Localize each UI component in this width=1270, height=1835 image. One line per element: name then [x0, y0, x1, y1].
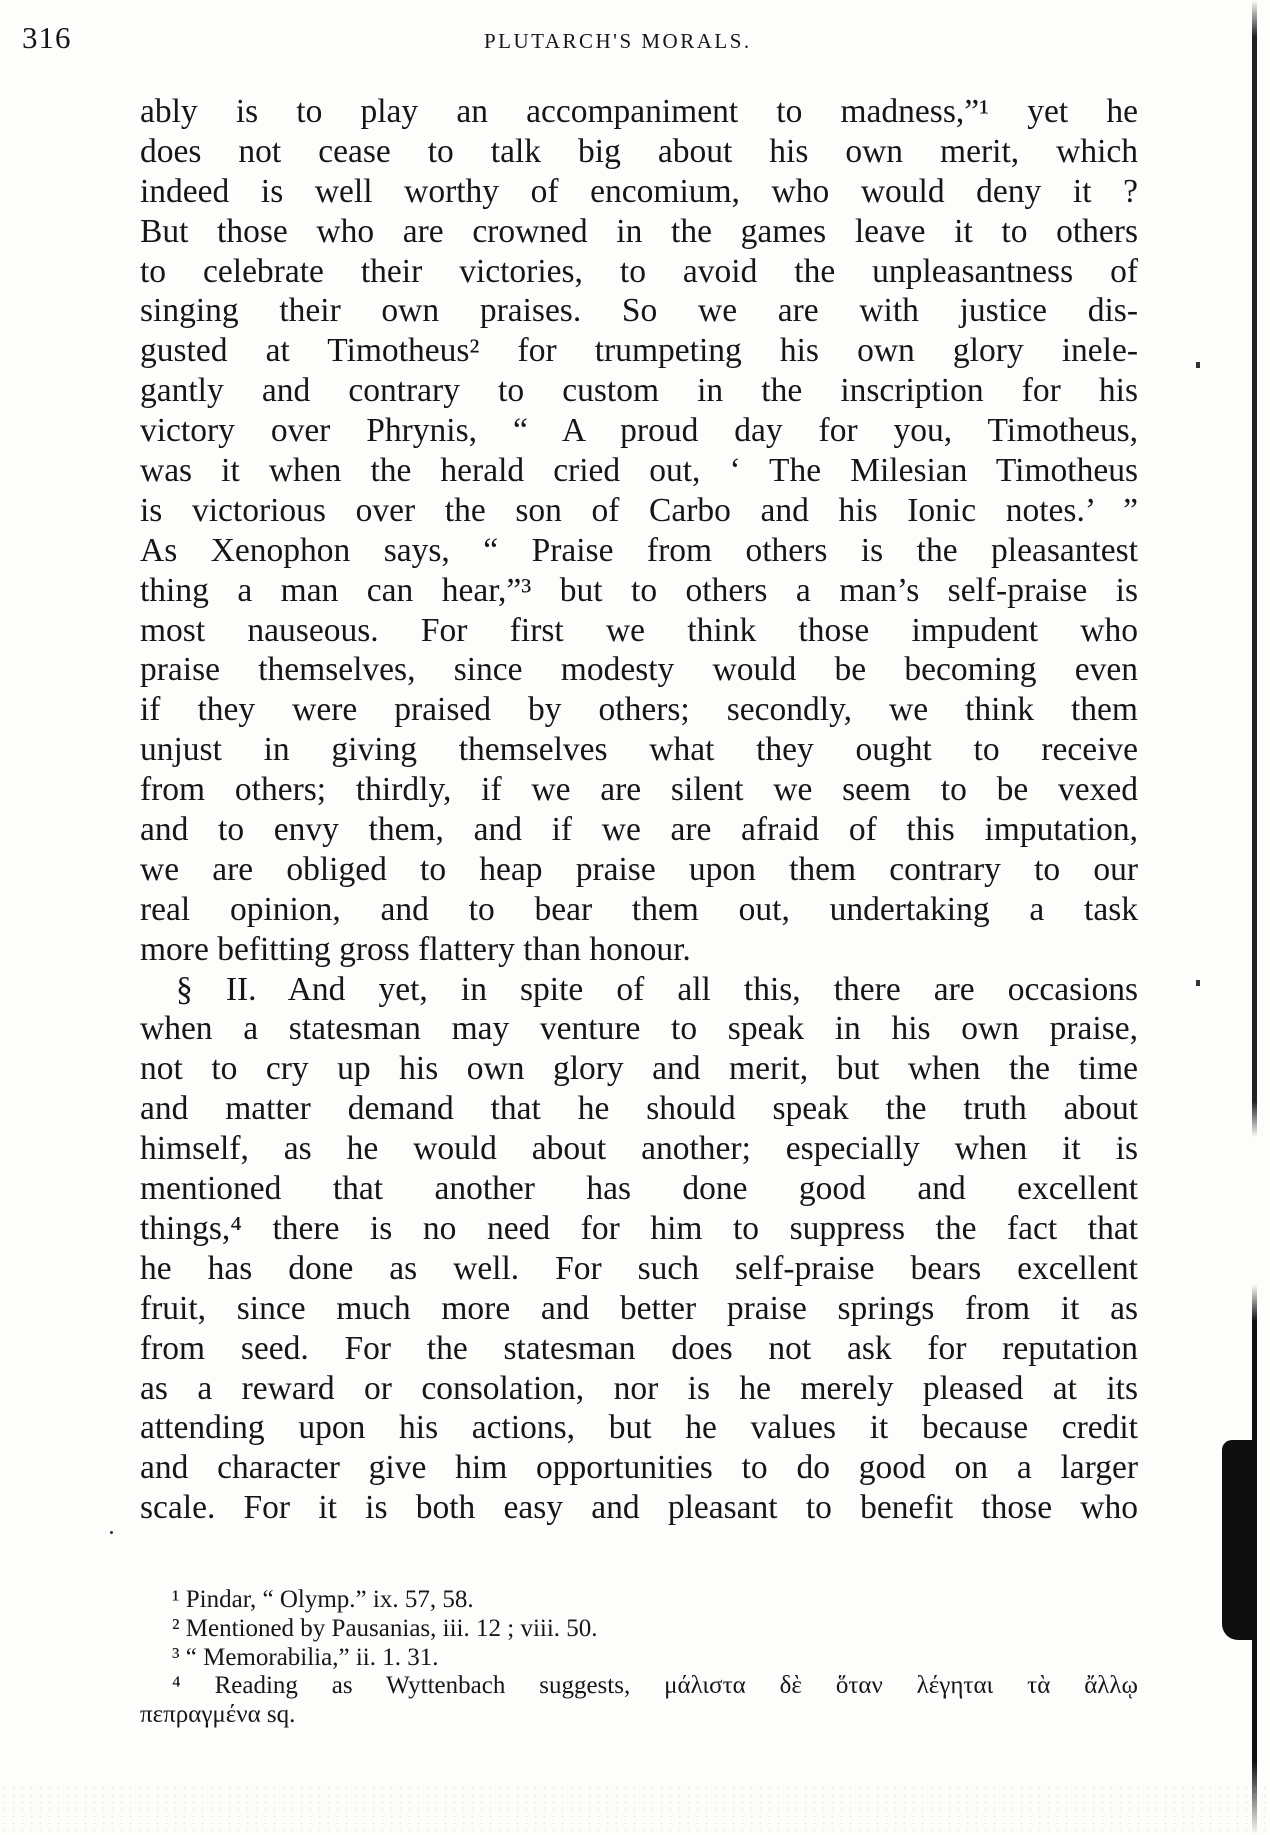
text-line: ably is to play an accompaniment to madness,”¹ yet he	[140, 93, 1138, 130]
text-line: most nauseous. For first we think those impudent who	[140, 611, 1138, 649]
text-line: we are obliged to heap praise upon them contrary to our	[140, 850, 1138, 888]
text-line: if they were praised by others; secondly, we think them	[140, 691, 1138, 729]
text-line: when a statesman may venture to speak in his own praise,	[140, 1010, 1138, 1048]
text-line: praise themselves, since modesty would be becoming even	[140, 651, 1138, 689]
scan-noise	[0, 1785, 1270, 1835]
text-line: attending upon his actions, but he values it because credit	[140, 1409, 1138, 1447]
text-line: was it when the herald cried out, ‘ The Milesian Timotheus	[140, 452, 1138, 490]
margin-mark	[110, 1531, 113, 1534]
text-line: thing a man can hear,”³ but to others a man’s self-praise is	[140, 571, 1138, 609]
footnote-2: ² Mentioned by Pausanias, iii. 12 ; viii. 50.	[172, 1614, 598, 1642]
text-line: indeed is well worthy of encomium, who would deny it ?	[140, 172, 1138, 210]
text-line: gusted at Timotheus² for trumpeting his own glory inele-	[140, 332, 1138, 370]
text-line: fruit, since much more and better praise springs from it as	[140, 1289, 1138, 1327]
text-line: gantly and contrary to custom in the inscription for his	[140, 372, 1138, 410]
text-line: and to envy them, and if we are afraid of this imputation,	[140, 811, 1138, 849]
footnote-1: ¹ Pindar, “ Olymp.” ix. 57, 58.	[172, 1586, 474, 1613]
binding-shadow	[1222, 1440, 1256, 1640]
text-line: he has done as well. For such self-praise bears excellent	[140, 1249, 1138, 1287]
text-line: But those who are crowned in the games leave it to others	[140, 212, 1138, 250]
text-line: real opinion, and to bear them out, undertaking a task	[140, 890, 1138, 928]
text-line: to celebrate their victories, to avoid the unpleasantness of	[140, 252, 1138, 290]
text-line: As Xenophon says, “ Praise from others is the pleasantest	[140, 531, 1138, 569]
body-text	[140, 92, 1138, 1528]
text-line: things,⁴ there is no need for him to suppress the fact that	[140, 1209, 1138, 1247]
text-line: mentioned that another has done good and excellent	[140, 1170, 1138, 1208]
text-line: and matter demand that he should speak the truth about	[140, 1090, 1138, 1128]
footnote-3: ³ “ Memorabilia,” ii. 1. 31.	[172, 1643, 439, 1671]
text-line: victory over Phrynis, “ A proud day for you, Timotheus,	[140, 412, 1138, 450]
text-line: more befitting gross flattery than honour.	[140, 930, 691, 968]
text-line: unjust in giving themselves what they ought to receive	[140, 731, 1138, 769]
text-line: himself, as he would about another; especially when it is	[140, 1130, 1138, 1168]
text-line: not to cry up his own glory and merit, but when the time	[140, 1050, 1138, 1088]
text-line: from others; thirdly, if we are silent we seem to be vexed	[140, 771, 1138, 809]
text-line: does not cease to talk big about his own merit, which	[140, 132, 1138, 170]
running-head: PLUTARCH'S MORALS.	[484, 29, 752, 53]
text-line: singing their own praises. So we are with justice dis-	[140, 292, 1138, 330]
margin-mark	[1196, 362, 1200, 368]
text-line: is victorious over the son of Carbo and his Ionic notes.’ ”	[140, 491, 1138, 529]
footnote-4-continued: πεπραγμένα sq.	[140, 1701, 296, 1729]
text-line: as a reward or consolation, nor is he merely pleased at its	[140, 1369, 1138, 1407]
text-line: and character give him opportunities to do good on a larger	[140, 1449, 1138, 1487]
margin-mark	[1196, 980, 1200, 986]
page-header	[22, 20, 822, 60]
footnote-4: ⁴ Reading as Wyttenbach suggests, μάλιστα δὲ ὅταν λέγηται τὰ ἄλλῳ	[172, 1672, 1138, 1700]
section-start-line: § II. And yet, in spite of all this, there are occasions	[176, 970, 1138, 1008]
footnotes	[140, 1586, 1138, 1730]
page-number: 316	[22, 20, 72, 55]
text-line: from seed. For the statesman does not ask for reputation	[140, 1329, 1138, 1367]
text-line: scale. For it is both easy and pleasant to benefit those who	[140, 1489, 1138, 1527]
